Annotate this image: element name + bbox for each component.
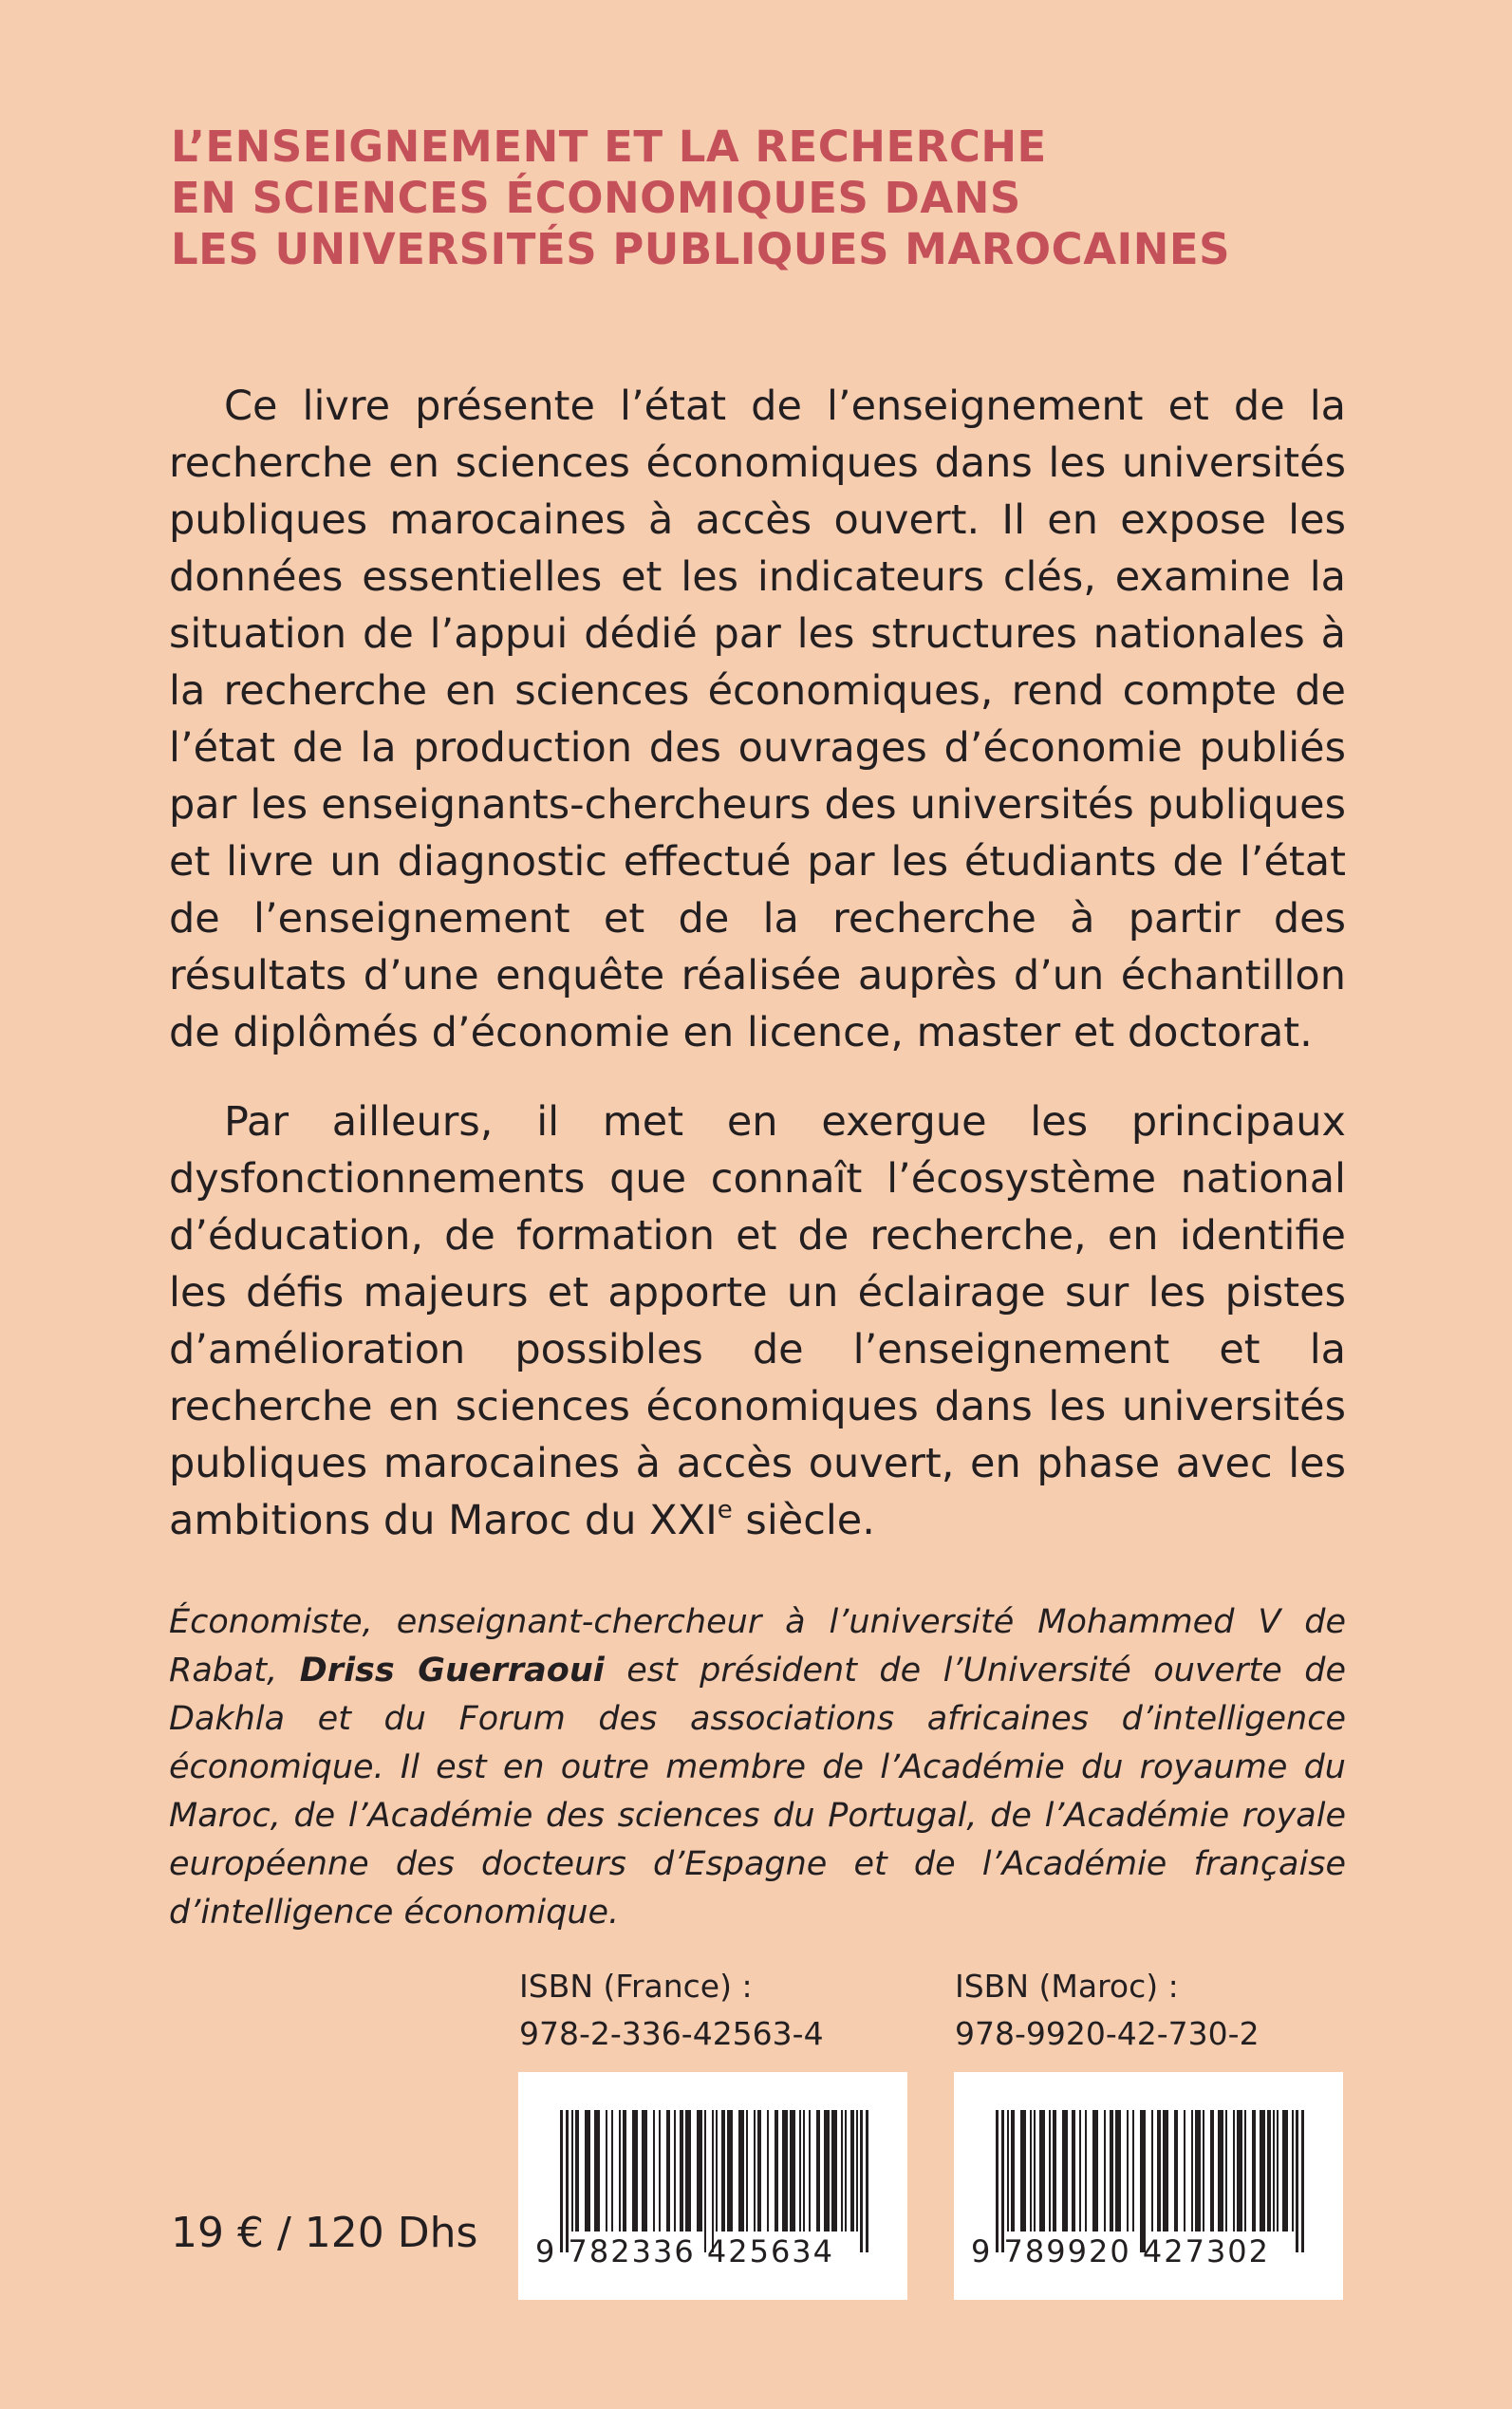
barcode-bar <box>594 2110 600 2232</box>
barcode-bar <box>782 2110 788 2232</box>
barcode-bar <box>1225 2110 1227 2232</box>
barcode-bar <box>1301 2110 1304 2252</box>
title-line-1: L’ENSEIGNEMENT ET LA RECHERCHE <box>171 121 1047 172</box>
barcode-bar <box>1140 2110 1146 2252</box>
barcode-bar <box>1163 2110 1168 2232</box>
barcode-bar <box>1062 2110 1068 2232</box>
barcode-bar <box>721 2110 725 2232</box>
summary-paragraph-2-end: siècle. <box>732 1497 875 1544</box>
barcode-bar <box>1034 2110 1036 2232</box>
barcode-bar <box>606 2110 607 2232</box>
barcode-bar <box>1079 2110 1081 2232</box>
barcode-france <box>518 2072 907 2300</box>
barcode-bar <box>685 2110 691 2232</box>
barcode-bar <box>799 2110 801 2232</box>
barcode-bar <box>585 2110 590 2232</box>
barcode-bar <box>716 2110 718 2232</box>
barcode-bar <box>653 2110 655 2232</box>
barcode-bar <box>1191 2110 1193 2232</box>
barcode-bar <box>1001 2110 1004 2252</box>
price: 19 € / 120 Dhs <box>171 2209 478 2257</box>
barcode-bar <box>704 2110 706 2252</box>
barcode-bar <box>680 2110 683 2232</box>
barcode-bar <box>1020 2110 1026 2232</box>
barcode-bar <box>1282 2110 1288 2232</box>
barcode-bar <box>816 2110 820 2232</box>
barcode-bar <box>1127 2110 1129 2232</box>
barcode-bar <box>1030 2110 1032 2232</box>
barcode-bar <box>1277 2110 1279 2232</box>
barcode-bar <box>619 2110 621 2232</box>
isbn-france-number: 978-2-336-42563-4 <box>519 2015 824 2052</box>
barcode-france-digits: 9 782336 425634 <box>535 2233 835 2269</box>
barcode-bar <box>611 2110 613 2232</box>
summary-paragraph-2-main: Par ailleurs, il met en exergue les principaux dysfonctionnements que connaît l’écosystème national d’éducation, de formation et de recherche, en identifie les défis majeurs et apporte un éclairage sur les pistes d’amélioration possibles de l’enseignement et la recherche en sciences économiques dans les universités publiques marocaines à accès ouvert, en phase avec les ambitions du Maroc du XXI <box>169 1098 1346 1544</box>
barcode-bar <box>1110 2110 1113 2232</box>
barcode-bar <box>1085 2110 1087 2232</box>
isbn-maroc-number: 978-9920-42-730-2 <box>955 2015 1260 2052</box>
barcode-bar <box>1115 2110 1121 2232</box>
barcode-bar <box>1174 2110 1178 2232</box>
barcode-maroc-digits: 9 789920 427302 <box>971 2233 1271 2269</box>
barcode-bar <box>809 2110 811 2232</box>
barcode-maroc <box>954 2072 1343 2300</box>
barcode-bar <box>571 2110 573 2232</box>
barcode-bar <box>1039 2110 1045 2232</box>
barcode-bar <box>666 2110 670 2232</box>
isbn-france-label: ISBN (France) : <box>519 1968 753 2005</box>
barcode-bar <box>746 2110 748 2232</box>
barcode-bar <box>1252 2110 1256 2232</box>
barcode-bar <box>1210 2110 1214 2232</box>
title-line-2: EN SCIENCES ÉCONOMIQUES DANS <box>171 173 1021 223</box>
barcode-bar <box>1260 2110 1265 2232</box>
barcode-bar <box>1151 2110 1153 2232</box>
barcode-bar <box>1292 2110 1294 2232</box>
author-bio-intro: Économiste, enseignant-chercheur à l’université Mohammed V de Rabat, <box>169 1603 1346 1690</box>
barcode-bar <box>1132 2110 1134 2232</box>
barcode-bar <box>1104 2110 1106 2232</box>
title-line-3: LES UNIVERSITÉS PUBLIQUES MAROCAINES <box>171 224 1231 274</box>
book-summary <box>169 378 1346 1549</box>
barcode-bar <box>860 2110 863 2252</box>
barcode-bar <box>824 2110 830 2232</box>
barcode-bar <box>831 2110 837 2232</box>
barcode-bar <box>845 2110 847 2232</box>
barcode-bar <box>866 2110 868 2252</box>
barcode-bar <box>1011 2110 1015 2232</box>
barcode-bar <box>1203 2110 1204 2232</box>
barcode-bar <box>1237 2110 1242 2232</box>
barcode-bar <box>850 2110 854 2232</box>
barcode-bar <box>697 2110 702 2232</box>
barcode-bar <box>775 2110 778 2232</box>
author-bio <box>169 1598 1346 1937</box>
barcode-bar <box>1072 2110 1075 2232</box>
barcode-bar <box>738 2110 744 2232</box>
barcode-bar <box>996 2110 999 2252</box>
barcode-bar <box>642 2110 647 2232</box>
barcode-bar <box>566 2110 569 2252</box>
barcode-bar <box>803 2110 805 2232</box>
barcode-bar <box>1007 2110 1009 2232</box>
author-bio-rest: est président de l’Université ouverte de Dakhla et du Forum des associations africaines d’intelligence économique. Il est en outre membre de l’Académie du royaume du Maroc, de l’Académie des sciences du Portugal, de l’Académie royale européenne des docteurs d’Espagne et de l’Académie française d’intelligence économique. <box>169 1652 1346 1932</box>
barcode-bar <box>560 2110 563 2252</box>
barcode-bar <box>727 2110 733 2232</box>
barcode-bar <box>1092 2110 1098 2232</box>
barcode-bar <box>754 2110 756 2232</box>
barcode-bar <box>1296 2110 1298 2252</box>
barcode-bar <box>856 2110 858 2232</box>
author-name: Driss Guerraoui <box>299 1652 605 1690</box>
isbn-maroc <box>955 1963 1353 2058</box>
century-superscript: e <box>717 1496 733 1524</box>
barcode-bar <box>575 2110 579 2232</box>
barcode-bar <box>712 2110 714 2252</box>
barcode-bar <box>1157 2110 1161 2232</box>
book-title <box>171 121 1405 275</box>
isbn-maroc-label: ISBN (Maroc) : <box>955 1968 1179 2005</box>
barcode-bar <box>1195 2110 1201 2232</box>
barcode-bar <box>1218 2110 1223 2232</box>
summary-paragraph-2 <box>169 1093 1346 1549</box>
barcode-bar <box>841 2110 843 2232</box>
barcode-bar <box>632 2110 638 2232</box>
barcode-bar <box>623 2110 626 2232</box>
barcode-bar <box>1244 2110 1246 2232</box>
barcode-bar <box>659 2110 661 2232</box>
barcode-bar <box>757 2110 761 2232</box>
barcode-bar <box>1233 2110 1235 2232</box>
isbn-france <box>519 1963 918 2058</box>
barcode-bar <box>1053 2110 1056 2232</box>
summary-paragraph-1: Ce livre présente l’état de l’enseignement et de la recherche en sciences économiques dans les universités publiques marocaines à accès ouvert. Il en expose les données essentielles et les indicateurs clés, examine la situation de l’appui dédié par les structures nationales à la recherche en sciences économiques, rend compte de l’état de la production des ouvrages d’économie publiés par les enseignants-chercheurs des universités publiques et livre un diagnostic effectué par les étudiants de l’état de l’enseignement et de la recherche à partir des résultats d’une enquête réalisée auprès d’un échantillon de diplômés d’économie en licence, master et doctorat. <box>169 383 1346 1056</box>
barcode-bar <box>1049 2110 1051 2232</box>
barcode-bar <box>790 2110 795 2232</box>
barcode-bar <box>1267 2110 1271 2232</box>
barcode-bar <box>1184 2110 1185 2232</box>
barcode-bar <box>767 2110 769 2232</box>
barcode-bar <box>674 2110 676 2232</box>
barcode-bar <box>1273 2110 1275 2232</box>
